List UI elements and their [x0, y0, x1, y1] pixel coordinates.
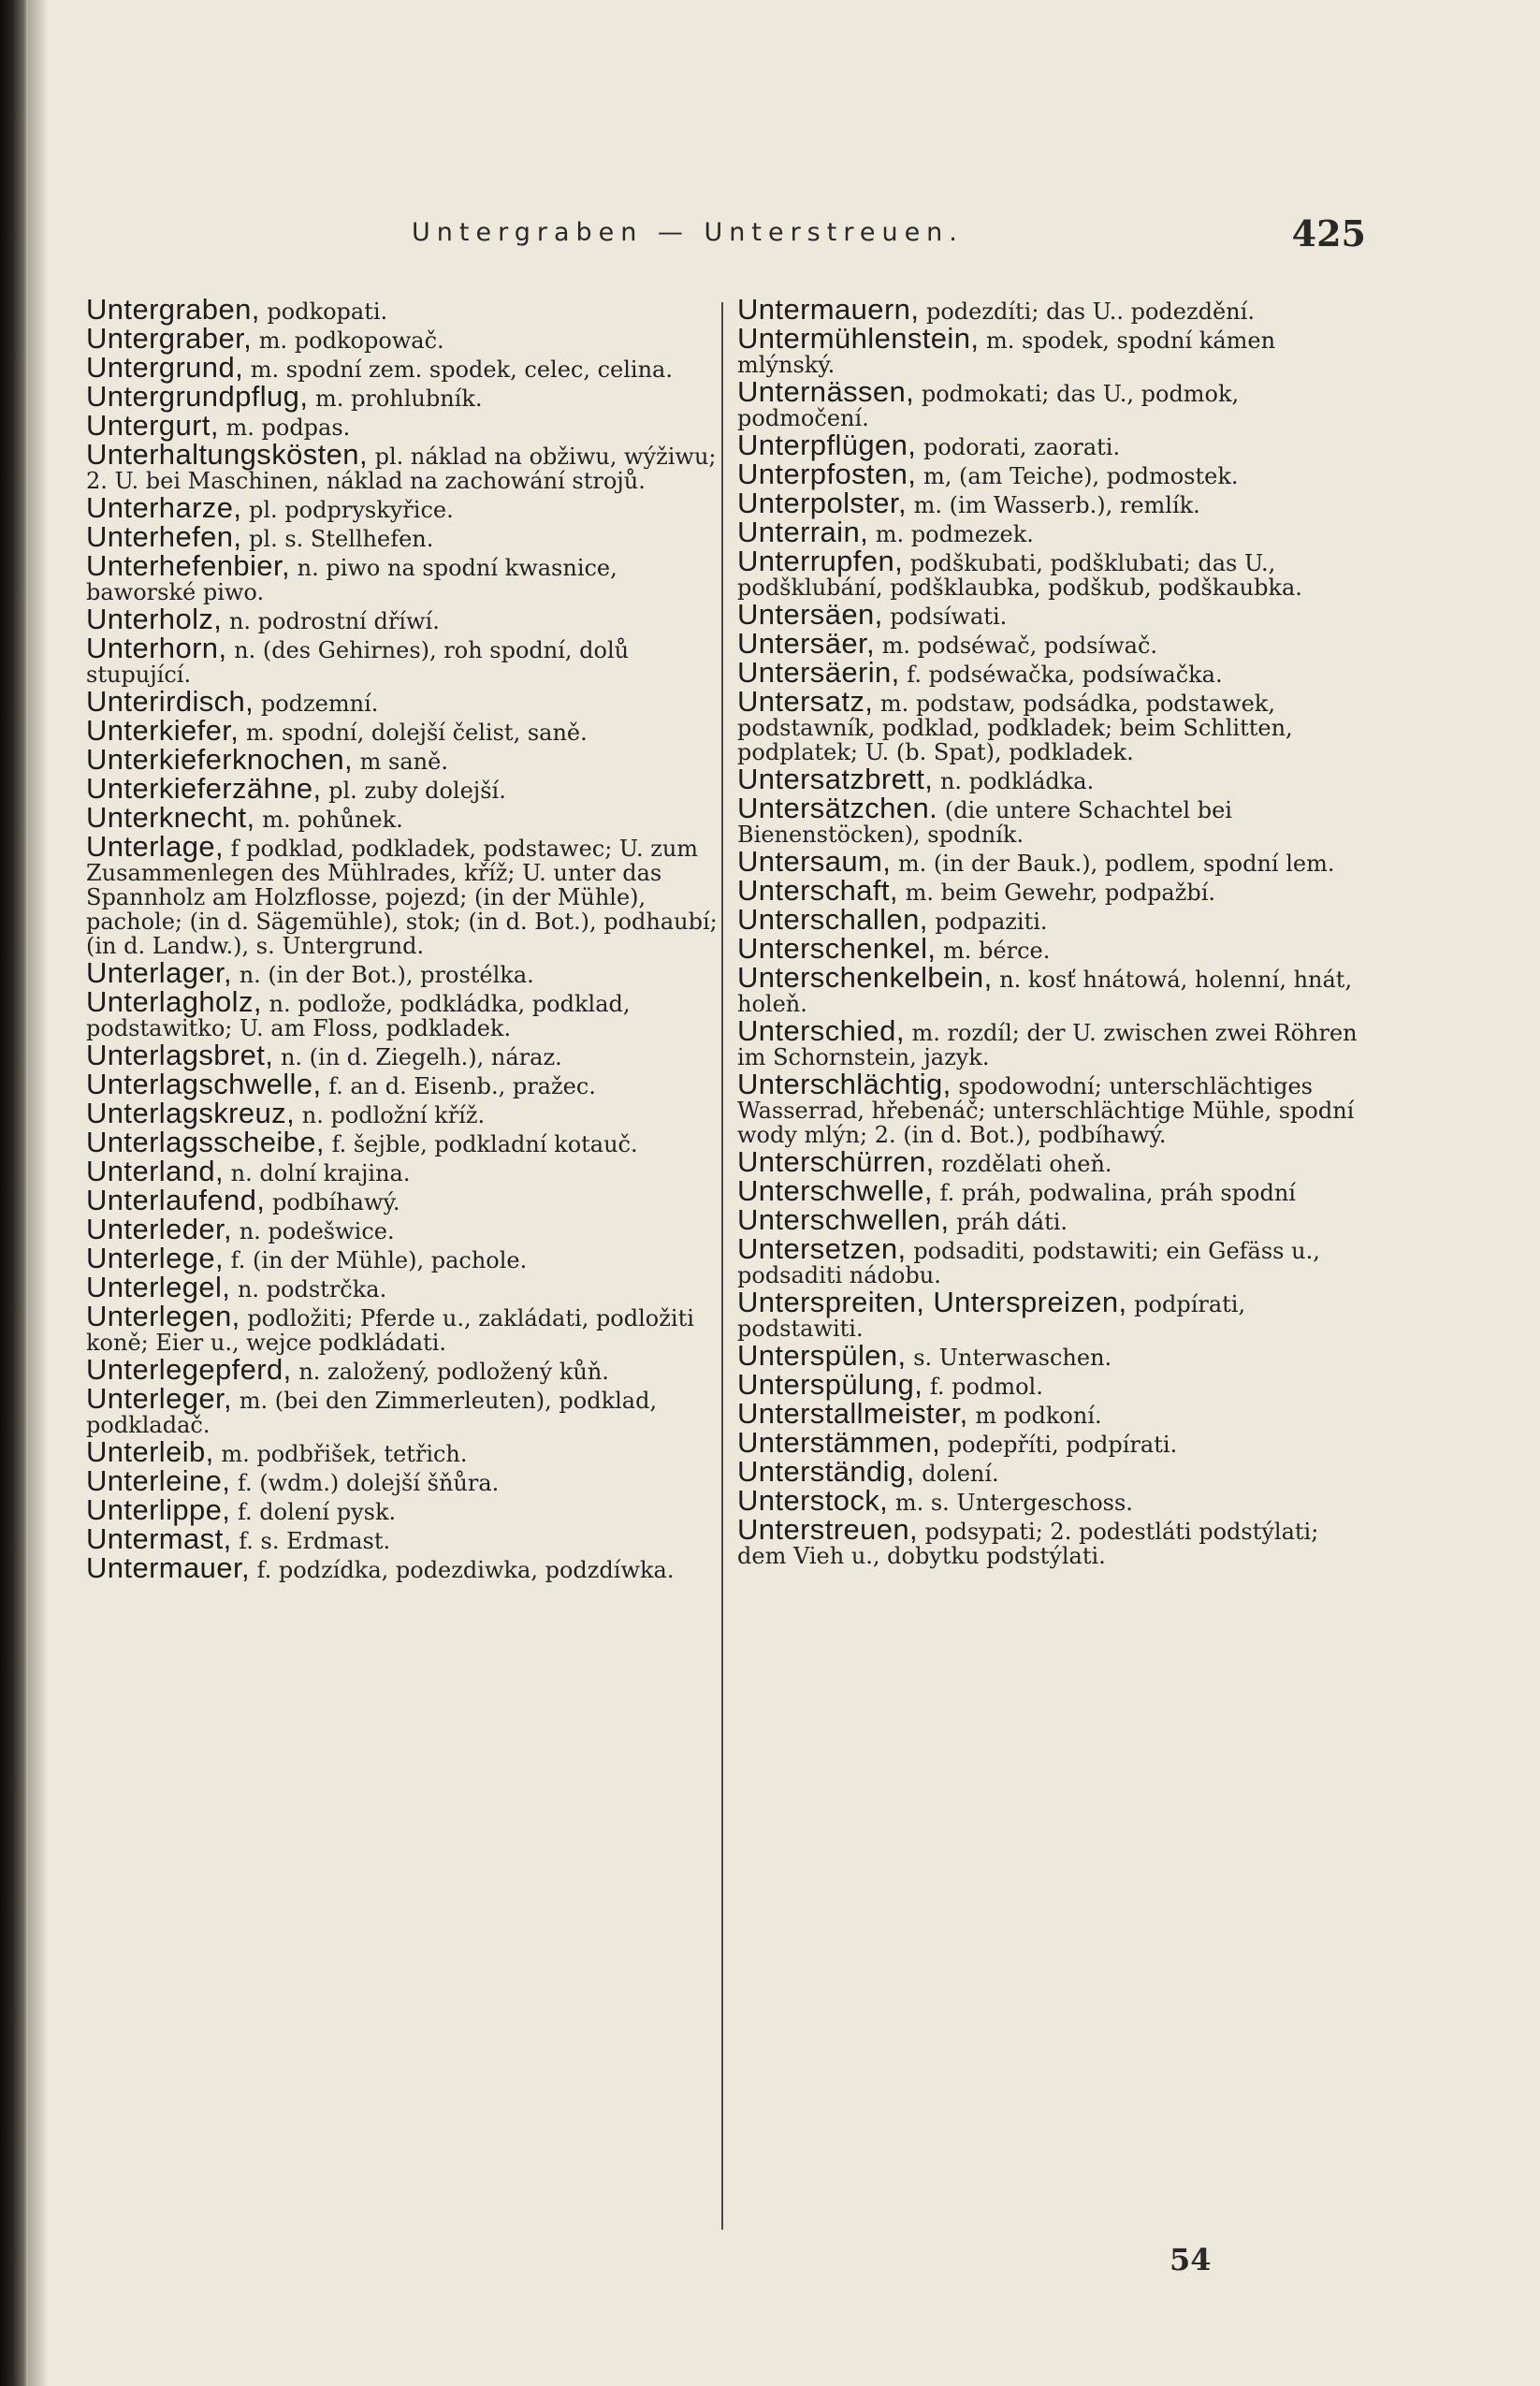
dictionary-entry — [86, 603, 722, 635]
entry-headword: Unterhorn, — [86, 632, 227, 664]
dictionary-entry — [737, 1426, 1373, 1459]
entry-gloss: m. s. Untergeschoss. — [894, 1490, 1133, 1516]
entry-gloss: m. spodek, spodní kámen mlýnský. — [737, 327, 1276, 378]
dictionary-entry — [86, 985, 722, 1041]
entry-gloss: f. dolení pysk. — [237, 1499, 397, 1525]
entry-headword: Unterstock, — [737, 1484, 889, 1517]
dictionary-entry — [86, 1464, 722, 1497]
entry-gloss: m. pohůnek. — [262, 807, 403, 833]
entry-gloss: f. podzídka, podezdiwka, podzdíwka. — [256, 1557, 675, 1583]
entry-gloss: podložiti; Pferde u., zakládati, podložiti koně; Eier u., wejce podkládati. — [86, 1305, 694, 1356]
entry-headword: Untergrund, — [86, 351, 244, 384]
entry-headword: Unterspülen, — [737, 1339, 907, 1372]
entry-gloss: pl. náklad na obžiwu, wýžiwu; 2. U. bei Maschinen, náklad na zachowání strojů. — [86, 444, 717, 494]
entry-headword: Unterlage, — [86, 830, 225, 863]
entry-gloss: f. práh, podwalina, práh spodní — [939, 1180, 1296, 1206]
entry-gloss: f. (in der Mühle), pachole. — [230, 1247, 528, 1273]
dictionary-entry — [737, 932, 1373, 965]
dictionary-entry — [86, 491, 722, 524]
entry-headword: Unterleine, — [86, 1464, 231, 1497]
dictionary-entry — [86, 1213, 722, 1245]
dictionary-entry — [86, 1353, 722, 1386]
entry-gloss: f. s. Erdmast. — [239, 1528, 391, 1554]
dictionary-entry — [86, 1242, 722, 1274]
dictionary-entry — [86, 714, 722, 747]
page-number: 425 — [1291, 212, 1366, 255]
dictionary-entry — [737, 627, 1373, 660]
entry-gloss: n. podstrčka. — [237, 1276, 387, 1302]
dictionary-entry — [737, 1145, 1373, 1178]
entry-gloss: m. (bei den Zimmerleuten), podklad, podkladač. — [86, 1388, 658, 1438]
entry-gloss: n. podkládka. — [939, 768, 1095, 794]
dictionary-entry — [86, 380, 722, 413]
entry-gloss: m. podkopowač. — [258, 327, 444, 354]
entry-headword: Untergrundpflug, — [86, 380, 309, 413]
dictionary-entry — [737, 487, 1373, 519]
dictionary-entry — [737, 293, 1373, 326]
dictionary-entry — [86, 1271, 722, 1303]
entry-gloss: m. beim Gewehr, podpažbí. — [905, 880, 1216, 906]
entry-gloss: m. podbřišek, tetřich. — [221, 1441, 468, 1467]
dictionary-entry — [86, 520, 722, 553]
dictionary-entry — [86, 830, 722, 959]
entry-headword: Unterschlächtig, — [737, 1068, 952, 1100]
running-title: Untergraben — Unterstreuen. — [412, 218, 964, 247]
entry-gloss: f. podséwačka, podsíwačka. — [907, 662, 1223, 688]
entry-gloss: m. podstaw, podsádka, podstawek, podstawník, podklad, podkladek; beim Schlitten, podplatek; U. (b. Spat), podkladek. — [737, 691, 1293, 765]
entry-headword: Unterstämmen, — [737, 1426, 941, 1459]
entry-headword: Unterrupfen, — [737, 545, 904, 577]
right-column — [737, 293, 1373, 1571]
entry-headword: Unterschallen, — [737, 903, 928, 936]
entry-gloss: pl. zuby dolejší. — [328, 778, 506, 804]
entry-gloss: m. prohlubník. — [314, 386, 483, 412]
entry-headword: Untersaum, — [737, 845, 892, 878]
entry-headword: Untermauer, — [86, 1551, 250, 1584]
entry-headword: Unternässen, — [737, 375, 915, 408]
entry-headword: Unterschenkel, — [737, 932, 937, 965]
entry-gloss: n. kosť hnátowá, holenní, hnát, holeň. — [737, 967, 1353, 1017]
entry-headword: Unterspülung, — [737, 1368, 923, 1401]
entry-headword: Unterpflügen, — [737, 429, 917, 461]
entry-headword: Unterschenkelbein, — [737, 961, 993, 994]
entry-headword: Unterlagschwelle, — [86, 1068, 322, 1100]
entry-gloss: podsaditi, podstawiti; ein Gefäss u., podsaditi nádobu. — [737, 1238, 1320, 1288]
entry-headword: Unterharze, — [86, 491, 242, 524]
entry-headword: Unterlegen, — [86, 1300, 240, 1332]
dictionary-entry — [737, 1339, 1373, 1372]
entry-headword: Unterknecht, — [86, 801, 255, 834]
entry-headword: Unterholz, — [86, 603, 223, 635]
entry-headword: Unterschied, — [737, 1014, 905, 1047]
entry-headword: Unterlagsscheibe, — [86, 1126, 325, 1158]
entry-gloss: m, (am Teiche), podmostek. — [923, 463, 1239, 489]
dictionary-entry — [737, 375, 1373, 431]
dictionary-entry — [737, 1014, 1373, 1070]
dictionary-entry — [737, 1203, 1373, 1236]
entry-headword: Unterlege, — [86, 1242, 225, 1274]
dictionary-entry — [737, 1513, 1373, 1569]
dictionary-entry — [86, 351, 722, 384]
entry-headword: Untermühlenstein, — [737, 322, 980, 355]
entry-headword: Untersäen, — [737, 598, 883, 631]
entry-gloss: n. piwo na spodní kwasnice, baworské piwo. — [86, 555, 617, 605]
entry-headword: Untersätzchen. — [737, 792, 938, 824]
entry-headword: Unterstallmeister, — [737, 1397, 968, 1430]
dictionary-entry — [86, 685, 722, 718]
entry-gloss: m. podmezek. — [875, 521, 1034, 547]
entry-headword: Untermauern, — [737, 293, 920, 326]
dictionary-entry — [86, 1493, 722, 1526]
dictionary-entry — [737, 763, 1373, 795]
entry-headword: Unterschürren, — [737, 1145, 935, 1178]
entry-gloss: m. podpas. — [225, 415, 351, 441]
page-header — [412, 212, 1366, 259]
dictionary-entry — [86, 743, 722, 776]
dictionary-entry — [737, 1232, 1373, 1288]
dictionary-entry — [737, 429, 1373, 461]
entry-headword: Unterleder, — [86, 1213, 233, 1245]
dictionary-entry — [86, 956, 722, 989]
dictionary-entry — [86, 1039, 722, 1071]
entry-headword: Unterlegel, — [86, 1271, 231, 1303]
dictionary-entry — [737, 903, 1373, 936]
entry-headword: Unterpolster, — [737, 487, 907, 519]
dictionary-entry — [86, 1300, 722, 1356]
entry-gloss: m. spodní zem. spodek, celec, celina. — [250, 356, 673, 383]
dictionary-entry — [737, 656, 1373, 689]
dictionary-entry — [86, 632, 722, 688]
dictionary-entry — [737, 1174, 1373, 1207]
dictionary-entry — [737, 685, 1373, 765]
dictionary-entry — [86, 438, 722, 494]
entry-headword: Unterschwelle, — [737, 1174, 933, 1207]
entry-gloss: n. podrostní dříwí. — [228, 608, 440, 634]
left-column — [86, 293, 722, 1585]
entry-headword: Untersäer, — [737, 627, 876, 660]
entry-gloss: podsíwati. — [890, 604, 1008, 630]
entry-gloss: m. rozdíl; der U. zwischen zwei Röhren im Schornstein, jazyk. — [737, 1020, 1358, 1070]
entry-headword: Untersäerin, — [737, 656, 900, 689]
entry-gloss: podsypati; 2. podestláti podstýlati; dem Vieh u., dobytku podstýlati. — [737, 1519, 1319, 1569]
entry-headword: Unterspreiten, Unterspreizen, — [737, 1286, 1127, 1318]
book-spine-shadow — [0, 0, 28, 2386]
entry-headword: Unterrain, — [737, 516, 869, 548]
entry-headword: Unterland, — [86, 1155, 225, 1187]
entry-headword: Unterleib, — [86, 1435, 214, 1468]
entry-gloss: podbíhawý. — [271, 1189, 400, 1215]
entry-gloss: f. šejble, podkladní kotauč. — [331, 1131, 638, 1157]
dictionary-entry — [737, 598, 1373, 631]
entry-gloss: m saně. — [359, 749, 448, 775]
dictionary-entry — [737, 1368, 1373, 1401]
dictionary-entry — [86, 772, 722, 805]
entry-headword: Untergraber, — [86, 322, 253, 355]
dictionary-entry — [737, 1484, 1373, 1517]
dictionary-entry — [86, 1551, 722, 1584]
entry-gloss: f. an d. Eisenb., pražec. — [328, 1073, 596, 1099]
entry-headword: Untermast, — [86, 1522, 232, 1555]
entry-headword: Untersatz, — [737, 685, 874, 718]
entry-headword: Unterlaufend, — [86, 1184, 266, 1216]
dictionary-entry — [737, 1068, 1373, 1148]
entry-headword: Unterschaft, — [737, 874, 898, 907]
dictionary-entry — [737, 961, 1373, 1017]
column-divider — [721, 302, 723, 2230]
entry-gloss: n. dolní krajina. — [230, 1160, 411, 1186]
entry-headword: Unterlagholz, — [86, 985, 262, 1018]
dictionary-entry — [86, 293, 722, 326]
dictionary-entry — [86, 801, 722, 834]
entry-gloss: n. podlože, podkládka, podklad, podstawitko; U. am Floss, podkladek. — [86, 991, 631, 1041]
entry-headword: Unterschwellen, — [737, 1203, 950, 1236]
entry-headword: Unterirdisch, — [86, 685, 254, 718]
dictionary-entry — [86, 1097, 722, 1129]
dictionary-entry — [86, 1155, 722, 1187]
entry-gloss: n. (des Gehirnes), roh spodní, dolů stupující. — [86, 637, 630, 688]
entry-gloss: m. bérce. — [943, 938, 1051, 964]
entry-gloss: f podklad, podkladek, podstawec; U. zum Zusammenlegen des Mühlrades, kříž; U. unter das Spannholz am Holzflosse, pojezd; (in der Mühle), pachole; (in d. Sägemühle), stok; (in d. Bot.), podhaubí; (in d. Landw.), s. Untergrund. — [86, 836, 718, 959]
entry-gloss: podepříti, podpírati. — [947, 1432, 1178, 1458]
entry-headword: Untersetzen, — [737, 1232, 907, 1265]
dictionary-entry — [737, 545, 1373, 601]
entry-gloss: n. podložní kříž. — [301, 1102, 486, 1128]
entry-gloss: m. spodní, dolejší čelist, saně. — [245, 720, 588, 746]
dictionary-entry — [737, 458, 1373, 490]
dictionary-entry — [86, 1068, 722, 1100]
dictionary-entry — [737, 845, 1373, 878]
entry-gloss: f. podmol. — [929, 1374, 1043, 1400]
entry-headword: Unterkieferzähne, — [86, 772, 322, 805]
entry-headword: Untersatzbrett, — [737, 763, 934, 795]
entry-gloss: n. podešwice. — [239, 1218, 395, 1244]
signature-mark: 54 — [1170, 2242, 1212, 2277]
entry-gloss: m. (in der Bauk.), podlem, spodní lem. — [897, 851, 1335, 877]
entry-gloss: m. podséwač, podsíwač. — [881, 633, 1158, 659]
dictionary-entry — [86, 1435, 722, 1468]
entry-headword: Unterkieferknochen, — [86, 743, 354, 776]
dictionary-entry — [86, 1126, 722, 1158]
dictionary-entry — [86, 1184, 722, 1216]
entry-gloss: n. založený, podložený kůň. — [298, 1359, 609, 1385]
entry-gloss: pl. s. Stellhefen. — [249, 526, 434, 552]
entry-gloss: podzemní. — [260, 691, 379, 717]
entry-gloss: f. (wdm.) dolejší šňůra. — [237, 1470, 500, 1496]
entry-gloss: podmokati; das U., podmok, podmočení. — [737, 381, 1240, 431]
entry-gloss: spodowodní; unterschlächtiges Wasserrad, hřebenáč; unterschlächtige Mühle, spodní wody mlýn; 2. (in d. Bot.), podbíhawý. — [737, 1073, 1355, 1148]
entry-gloss: rozdělati oheň. — [941, 1151, 1112, 1177]
entry-gloss: podezdíti; das U.. podezdění. — [925, 298, 1255, 325]
entry-headword: Unterständig, — [737, 1455, 915, 1488]
dictionary-entry — [86, 1522, 722, 1555]
dictionary-entry — [737, 516, 1373, 548]
entry-gloss: (die untere Schachtel bei Bienenstöcken), spodník. — [737, 797, 1232, 848]
dictionary-entry — [86, 1382, 722, 1438]
entry-headword: Unterlippe, — [86, 1493, 231, 1526]
entry-headword: Unterpfosten, — [737, 458, 917, 490]
dictionary-entry — [86, 322, 722, 355]
entry-headword: Unterlagsbret, — [86, 1039, 274, 1071]
dictionary-entry — [737, 1455, 1373, 1488]
entry-gloss: n. (in der Bot.), prostélka. — [239, 962, 534, 988]
entry-headword: Unterhaltungskösten, — [86, 438, 368, 471]
entry-headword: Unterlagskreuz, — [86, 1097, 296, 1129]
dictionary-entry — [737, 874, 1373, 907]
entry-gloss: podkopati. — [267, 298, 388, 325]
entry-headword: Unterhefen, — [86, 520, 242, 553]
dictionary-entry — [86, 549, 722, 605]
entry-headword: Unterstreuen, — [737, 1513, 919, 1546]
entry-gloss: dolení. — [922, 1461, 999, 1487]
dictionary-entry — [737, 322, 1373, 378]
entry-gloss: podškubati, podšklubati; das U., podšklubání, podšklaubka, podškub, podškaubka. — [737, 550, 1302, 601]
entry-headword: Unterleger, — [86, 1382, 233, 1415]
entry-gloss: s. Unterwaschen. — [913, 1345, 1112, 1371]
entry-headword: Untergurt, — [86, 409, 219, 442]
dictionary-entry — [737, 792, 1373, 848]
entry-headword: Unterkiefer, — [86, 714, 240, 747]
entry-headword: Unterlager, — [86, 956, 233, 989]
dictionary-entry — [86, 409, 722, 442]
dictionary-entry — [737, 1397, 1373, 1430]
entry-gloss: n. (in d. Ziegelh.), náraz. — [280, 1044, 562, 1070]
entry-headword: Untergraben, — [86, 293, 260, 326]
gutter-shadow — [28, 0, 49, 2386]
entry-gloss: m podkoní. — [975, 1403, 1102, 1429]
entry-gloss: podpírati, podstawiti. — [737, 1291, 1246, 1342]
entry-headword: Unterhefenbier, — [86, 549, 290, 582]
entry-gloss: podpaziti. — [935, 909, 1048, 935]
dictionary-entry — [737, 1286, 1373, 1342]
entry-gloss: m. (im Wasserb.), remlík. — [913, 492, 1200, 518]
entry-gloss: pl. podpryskyřice. — [249, 497, 454, 523]
entry-gloss: podorati, zaorati. — [923, 434, 1121, 460]
entry-gloss: práh dáti. — [956, 1209, 1068, 1235]
entry-headword: Unterlegepferd, — [86, 1353, 292, 1386]
